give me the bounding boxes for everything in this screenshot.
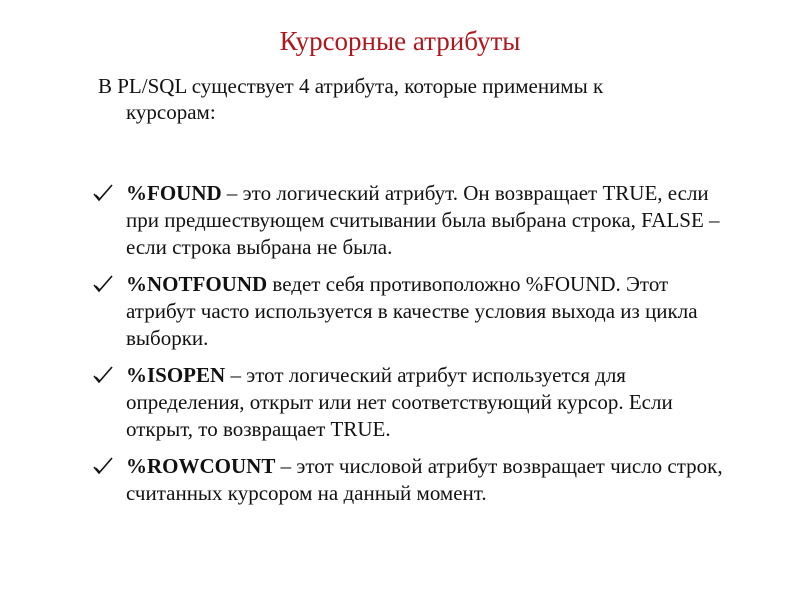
attribute-item-notfound xyxy=(92,271,732,352)
checkmark-icon xyxy=(92,456,114,476)
attribute-item-rowcount xyxy=(92,453,732,507)
attribute-item-found xyxy=(92,180,732,261)
attribute-term: %ROWCOUNT xyxy=(126,454,276,478)
checkmark-icon xyxy=(92,274,114,294)
attribute-description: – это логический атрибут. Он возвращает TRUE, если при предшествующем считывании была выбрана строка, FALSE – если строка выбрана не была. xyxy=(126,181,720,259)
attribute-description: ведет себя противоположно %FOUND. Этот атрибут часто используется в качестве условия выхода из цикла выборки. xyxy=(126,272,698,350)
attribute-description: – этот числовой атрибут возвращает число строк, считанных курсором на данный момент. xyxy=(126,454,723,505)
intro-line-1: В PL/SQL существует 4 атрибута, которые применимы к xyxy=(98,74,604,98)
attribute-description: – этот логический атрибут используется для определения, открыт или нет соответствующий курсор. Если открыт, то возвращает TRUE. xyxy=(126,363,673,441)
attribute-term: %NOTFOUND xyxy=(126,272,268,296)
checkmark-icon xyxy=(92,365,114,385)
intro-paragraph xyxy=(98,73,738,125)
slide-title: Курсорные атрибуты xyxy=(279,26,521,56)
attribute-term: %FOUND xyxy=(126,181,222,205)
intro-line-2: курсорам: xyxy=(126,100,216,124)
attribute-list xyxy=(92,180,732,517)
checkmark-icon xyxy=(92,183,114,203)
attribute-term: %ISOPEN xyxy=(126,363,226,387)
attribute-item-isopen xyxy=(92,362,732,443)
